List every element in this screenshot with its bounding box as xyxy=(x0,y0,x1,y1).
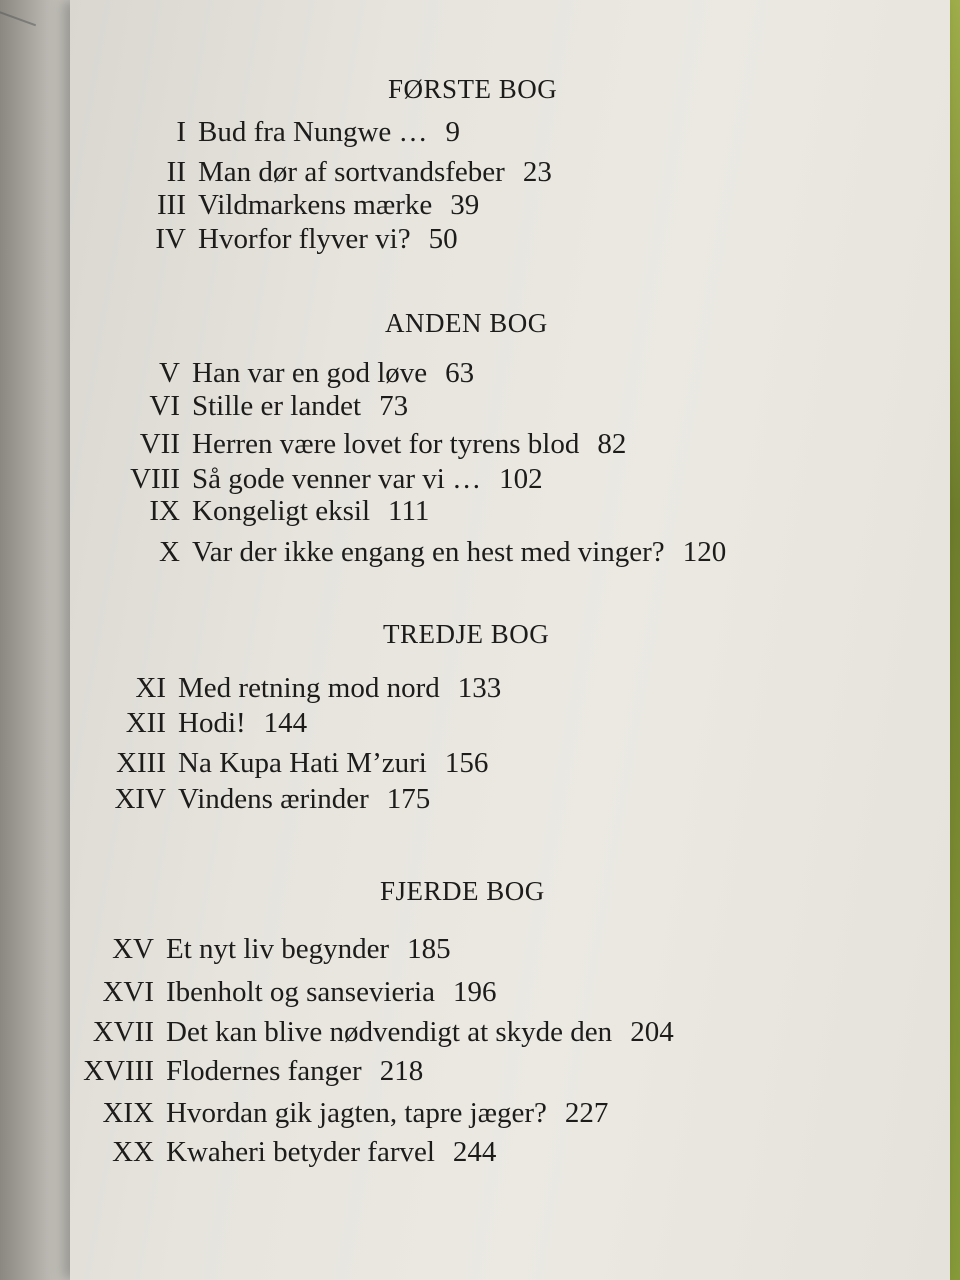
chapter-page-number: 244 xyxy=(452,1136,497,1168)
chapter-title: Med retning mod nord xyxy=(178,672,440,704)
chapter-title: Bud fra Nungwe … xyxy=(198,116,428,148)
chapter-page-number: 50 xyxy=(428,223,458,255)
chapter-title: Han var en god løve xyxy=(192,357,428,389)
chapter-title: Na Kupa Hati M’zuri xyxy=(178,747,427,779)
book-heading: FØRSTE BOG xyxy=(388,74,558,104)
chapter-page-number: 196 xyxy=(452,976,497,1008)
chapter-page-number: 120 xyxy=(682,536,727,568)
chapter-title: Stille er landet xyxy=(192,390,362,422)
chapter-title: Flodernes fanger xyxy=(166,1055,362,1087)
chapter-title: Kwaheri betyder farvel xyxy=(166,1136,435,1168)
chapter-page-number: 9 xyxy=(445,116,461,148)
chapter-title: Vildmarkens mærke xyxy=(198,189,433,221)
chapter-page-number: 227 xyxy=(564,1097,609,1129)
chapter-title: Var der ikke engang en hest med vinger? xyxy=(192,536,665,568)
chapter-numeral: XIII xyxy=(116,747,166,779)
chapter-numeral: IV xyxy=(155,223,186,255)
chapter-numeral: XVI xyxy=(102,976,154,1008)
chapter-title: Hvordan gik jagten, tapre jæger? xyxy=(166,1097,547,1129)
chapter-numeral: X xyxy=(159,536,180,568)
chapter-numeral: XV xyxy=(112,933,154,965)
chapter-numeral: VI xyxy=(149,390,180,422)
chapter-numeral: XIV xyxy=(114,783,166,815)
chapter-numeral: IX xyxy=(149,495,180,527)
chapter-page-number: 175 xyxy=(386,783,431,815)
chapter-numeral: III xyxy=(157,189,186,221)
book-heading: ANDEN BOG xyxy=(385,308,548,338)
chapter-title: Det kan blive nødvendigt at skyde den xyxy=(166,1016,613,1048)
book-heading: FJERDE BOG xyxy=(380,876,545,906)
chapter-numeral: XIX xyxy=(102,1097,154,1129)
chapter-numeral: I xyxy=(176,116,186,148)
chapter-numeral: XX xyxy=(112,1136,154,1168)
chapter-title: Hodi! xyxy=(178,707,246,739)
chapter-page-number: 102 xyxy=(499,463,543,495)
chapter-numeral: VIII xyxy=(130,463,180,495)
chapter-page-number: 133 xyxy=(457,672,502,704)
chapter-numeral: XVII xyxy=(92,1016,154,1048)
chapter-page-number: 39 xyxy=(450,189,480,221)
chapter-page-number: 156 xyxy=(444,747,489,779)
chapter-title: Så gode venner var vi … xyxy=(192,463,482,495)
facing-page-edge xyxy=(0,0,80,1280)
chapter-title: Ibenholt og sansevieria xyxy=(166,976,435,1008)
book-heading: TREDJE BOG xyxy=(383,619,550,649)
chapter-page-number: 73 xyxy=(379,390,409,422)
chapter-page-number: 82 xyxy=(597,428,627,460)
chapter-title: Kongeligt eksil xyxy=(192,495,371,527)
chapter-numeral: II xyxy=(166,156,186,188)
chapter-title: Vindens ærinder xyxy=(178,783,369,815)
chapter-page-number: 63 xyxy=(445,357,475,389)
chapter-page-number: 204 xyxy=(630,1016,674,1048)
chapter-page-number: 218 xyxy=(379,1055,424,1087)
chapter-numeral: V xyxy=(159,357,180,389)
chapter-title: Man dør af sortvandsfeber xyxy=(198,156,505,188)
chapter-title: Herren være lovet for tyrens blod xyxy=(192,428,580,460)
chapter-title: Et nyt liv begynder xyxy=(166,933,390,965)
chapter-numeral: VII xyxy=(139,428,180,460)
chapter-numeral: XII xyxy=(125,707,166,739)
chapter-page-number: 23 xyxy=(522,156,552,188)
chapter-numeral: XI xyxy=(135,672,166,704)
chapter-page-number: 111 xyxy=(388,495,430,527)
chapter-page-number: 144 xyxy=(263,707,308,739)
chapter-page-number: 185 xyxy=(407,933,451,965)
chapter-numeral: XVIII xyxy=(83,1055,154,1087)
chapter-title: Hvorfor flyver vi? xyxy=(198,223,411,255)
